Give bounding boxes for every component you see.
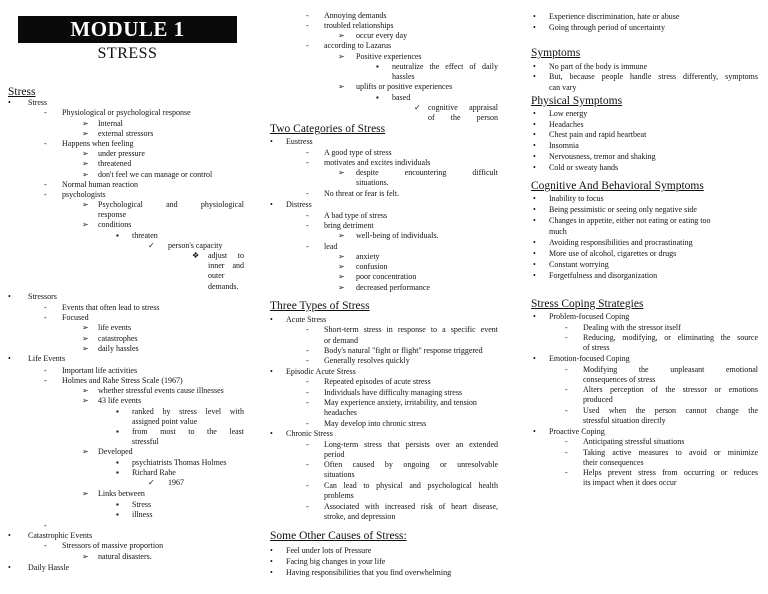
outline-text: Short-term stress in response to a specific event — [324, 325, 498, 334]
bullet-marker: - — [306, 221, 309, 230]
bullet-marker: - — [306, 41, 309, 50]
outline-text: daily hassles — [98, 344, 139, 353]
bullet-marker: ➢ — [338, 31, 345, 40]
outline-text: demands. — [208, 282, 239, 291]
outline-text: hassles — [392, 72, 415, 81]
outline-text: under pressure — [98, 149, 145, 158]
bullet-marker: ▪ — [116, 500, 119, 509]
bullet-marker: - — [565, 333, 568, 342]
bullet-marker: - — [306, 21, 309, 30]
bullet-marker: - — [565, 437, 568, 446]
outline-text: Holmes and Rahe Stress Scale (1967) — [62, 376, 183, 385]
outline-text: illness — [132, 510, 153, 519]
bullet-marker: ➢ — [82, 149, 89, 158]
bullet-marker: ➢ — [338, 252, 345, 261]
bullet-marker: - — [306, 356, 309, 365]
outline-text: Generally resolves quickly — [324, 356, 410, 365]
section-heading-symptoms: Symptoms — [531, 47, 581, 59]
outline-text: headaches — [324, 408, 357, 417]
bullet-marker: - — [306, 460, 309, 469]
bullet-marker: - — [565, 468, 568, 477]
outline-text: Facing big changes in your life — [286, 557, 386, 566]
outline-text: much — [549, 227, 567, 236]
outline-text: Cold or sweaty hands — [549, 163, 619, 172]
outline-text: Helps prevent stress from occurring or reduces — [583, 468, 758, 477]
bullet-marker: • — [533, 354, 536, 363]
outline-text: threaten — [132, 231, 158, 240]
bullet-marker: ▪ — [116, 427, 119, 436]
bullet-marker: • — [8, 98, 11, 107]
outline-text: No part of the body is immune — [549, 62, 648, 71]
outline-text: Repeated episodes of acute stress — [324, 377, 431, 386]
bullet-marker: - — [44, 139, 47, 148]
outline-text: Headaches — [549, 120, 584, 129]
bullet-marker: • — [533, 163, 536, 172]
outline-text: consequences of stress — [583, 375, 656, 384]
bullet-marker: ➢ — [82, 323, 89, 332]
outline-text: Dealing with the stressor itself — [583, 323, 681, 332]
outline-text: Changes in appetite, either not eating or eating too — [549, 216, 711, 225]
outline-text: Acute Stress — [286, 315, 327, 324]
outline-text: But, because people handle stress differently, symptoms — [549, 72, 758, 81]
outline-text: Avoiding responsibilities and procrastinating — [549, 238, 693, 247]
bullet-marker: - — [44, 180, 47, 189]
outline-text: Richard Rahe — [132, 468, 176, 477]
bullet-marker: • — [533, 194, 536, 203]
bullet-marker: - — [44, 541, 47, 550]
section-heading-coping-strategies: Stress Coping Strategies — [531, 298, 644, 310]
outline-text: Problem-focused Coping — [549, 312, 630, 321]
bullet-marker: ➢ — [82, 159, 89, 168]
bullet-marker: - — [565, 323, 568, 332]
outline-text: can vary — [549, 83, 577, 92]
bullet-marker: - — [565, 406, 568, 415]
outline-text: Happens when feeling — [62, 139, 134, 148]
outline-text: Emotion-focused Coping — [549, 354, 630, 363]
bullet-marker: ➢ — [82, 447, 89, 456]
bullet-marker: • — [270, 568, 273, 577]
bullet-marker: - — [306, 440, 309, 449]
outline-text: Taking active measures to avoid or minimize — [583, 448, 758, 457]
outline-text: Body's natural "fight or flight" response triggered — [324, 346, 483, 355]
bullet-marker: • — [533, 62, 536, 71]
outline-text: Feel under lots of Pressure — [286, 546, 372, 555]
bullet-marker: • — [270, 137, 273, 146]
outline-text: More use of alcohol, cigarettes or drugs — [549, 249, 677, 258]
outline-text: their consequences — [583, 458, 644, 467]
outline-text: Daily Hassle — [28, 563, 70, 572]
bullet-marker: ➢ — [82, 344, 89, 353]
bullet-marker: - — [306, 502, 309, 511]
bullet-marker: ▪ — [376, 62, 379, 71]
bullet-marker: • — [533, 271, 536, 280]
outline-text: confusion — [356, 262, 388, 271]
outline-text: Going through period of uncertainty — [549, 23, 665, 32]
outline-text: or demand — [324, 336, 358, 345]
bullet-marker: ➢ — [338, 262, 345, 271]
bullet-marker: - — [565, 365, 568, 374]
outline-text: Insomnia — [549, 141, 579, 150]
outline-text: Life Events — [28, 354, 66, 363]
outline-text: 43 life events — [98, 396, 142, 405]
outline-text: situations. — [356, 178, 389, 187]
outline-text: threatened — [98, 159, 132, 168]
bullet-marker: - — [306, 325, 309, 334]
section-heading-physical-symptoms: Physical Symptoms — [531, 95, 623, 107]
bullet-marker: • — [533, 130, 536, 139]
outline-text: Used when the person cannot change the — [583, 406, 758, 415]
bullet-marker: - — [44, 366, 47, 375]
bullet-marker: - — [44, 376, 47, 385]
bullet-marker: - — [306, 158, 309, 167]
bullet-marker: ▪ — [376, 93, 379, 102]
outline-text: inner and — [208, 261, 244, 270]
bullet-marker: • — [270, 557, 273, 566]
outline-text: according to Lazarus — [324, 41, 392, 50]
outline-text: Stressors of massive proportion — [62, 541, 164, 550]
bullet-marker: • — [533, 238, 536, 247]
outline-text: May develop into chronic stress — [324, 419, 427, 428]
outline-text: Experience discrimination, hate or abuse — [549, 12, 680, 21]
bullet-marker: • — [533, 120, 536, 129]
bullet-marker: ➢ — [82, 129, 89, 138]
outline-text: Often caused by ongoing or unresolvable — [324, 460, 498, 469]
outline-text: Proactive Coping — [549, 427, 605, 436]
outline-text: psychiatrists Thomas Holmes — [132, 458, 227, 467]
outline-text: motivates and excites individuals — [324, 158, 431, 167]
outline-text: Stress — [132, 500, 152, 509]
bullet-marker: - — [306, 419, 309, 428]
outline-text: natural disasters. — [98, 552, 152, 561]
outline-text: adjust to — [208, 251, 244, 260]
bullet-marker: - — [306, 377, 309, 386]
outline-text: Events that often lead to stress — [62, 303, 160, 312]
bullet-marker: • — [533, 249, 536, 258]
outline-text: external stressors — [98, 129, 154, 138]
bullet-marker: - — [44, 303, 47, 312]
outline-text: ranked by stress level with — [132, 407, 244, 416]
bullet-marker: • — [270, 315, 273, 324]
outline-text: Inability to focus — [549, 194, 604, 203]
outline-text: Low energy — [549, 109, 588, 118]
outline-text: lead — [324, 242, 338, 251]
outline-text: No threat or fear is felt. — [324, 189, 400, 198]
outline-text: Associated with increased risk of heart disease, — [324, 502, 498, 511]
outline-text: well-being of individuals. — [356, 231, 439, 240]
outline-text: life events — [98, 323, 132, 332]
bullet-marker: • — [533, 216, 536, 225]
outline-text: uplifts or positive experiences — [356, 82, 453, 91]
bullet-marker: - — [306, 11, 309, 20]
outline-text: Stressors — [28, 292, 57, 301]
bullet-marker: - — [565, 385, 568, 394]
outline-text: A bad type of stress — [324, 211, 388, 220]
outline-text: Links between — [98, 489, 145, 498]
bullet-marker: - — [306, 189, 309, 198]
bullet-marker: • — [270, 367, 273, 376]
bullet-marker: - — [306, 388, 309, 397]
bullet-marker: • — [533, 141, 536, 150]
outline-text: based — [392, 93, 411, 102]
outline-text: Chronic Stress — [286, 429, 333, 438]
outline-text: Can lead to physical and psychological health — [324, 481, 498, 490]
outline-text: response — [98, 210, 126, 219]
bullet-marker: ➢ — [82, 200, 89, 209]
bullet-marker: ➢ — [82, 552, 89, 561]
bullet-marker: • — [533, 312, 536, 321]
outline-text: Positive experiences — [356, 52, 422, 61]
section-heading-three-types: Three Types of Stress — [270, 300, 370, 312]
bullet-marker: - — [306, 398, 309, 407]
outline-text: Physiological or psychological response — [62, 108, 191, 117]
outline-text: Stress — [28, 98, 48, 107]
outline-text: of stress — [583, 343, 610, 352]
outline-text: bring detriment — [324, 221, 374, 230]
bullet-marker: • — [8, 563, 11, 572]
bullet-marker: ➢ — [82, 386, 89, 395]
outline-text: whether stressful events cause illnesses — [98, 386, 224, 395]
outline-text: Anticipating stressful situations — [583, 437, 685, 446]
outline-text: Normal human reaction — [62, 180, 138, 189]
bullet-marker: ✓ — [148, 478, 155, 487]
bullet-marker: - — [306, 242, 309, 251]
bullet-marker: ❖ — [192, 251, 200, 260]
bullet-marker: ▪ — [116, 510, 119, 519]
outline-text: despite encountering difficult — [356, 168, 498, 177]
outline-text: A good type of stress — [324, 148, 392, 157]
outline-text: Reducing, modifying, or eliminating the source — [583, 333, 758, 342]
bullet-marker: - — [44, 108, 47, 117]
outline-text: psychologists — [62, 190, 106, 199]
outline-text: cognitive appraisal — [428, 103, 498, 112]
outline-text: from most to the least — [132, 427, 244, 436]
bullet-marker: ➢ — [338, 283, 345, 292]
outline-text: don't feel we can manage or control — [98, 170, 213, 179]
outline-text: catastrophes — [98, 334, 138, 343]
bullet-marker: ➢ — [338, 82, 345, 91]
outline-text: Individuals have difficulty managing stress — [324, 388, 463, 397]
bullet-marker: - — [306, 211, 309, 220]
outline-text: Psychological and physiological — [98, 200, 244, 209]
bullet-marker: • — [270, 429, 273, 438]
bullet-marker: ➢ — [82, 170, 89, 179]
bullet-marker: - — [44, 190, 47, 199]
bullet-marker: - — [306, 346, 309, 355]
bullet-marker: ▪ — [116, 458, 119, 467]
outline-text: Important life activities — [62, 366, 138, 375]
outline-text: Alters perception of the stressor or emotions — [583, 385, 758, 394]
outline-text: Having responsibilities that you find overwhelming — [286, 568, 452, 577]
outline-text: Chest pain and rapid heartbeat — [549, 130, 647, 139]
outline-text: Long-term stress that persists over an extended — [324, 440, 498, 449]
outline-text: Nervousness, tremor and shaking — [549, 152, 656, 161]
bullet-marker: ➢ — [338, 168, 345, 177]
section-heading-stress: Stress — [8, 86, 36, 98]
outline-text: person's capacity — [168, 241, 223, 250]
bullet-marker: - — [44, 313, 47, 322]
outline-text: stressful situation directly — [583, 416, 666, 425]
bullet-marker: • — [533, 12, 536, 21]
outline-text: situations — [324, 470, 355, 479]
outline-text: 1967 — [168, 478, 184, 487]
bullet-marker: • — [533, 260, 536, 269]
outline-text: outer — [208, 271, 225, 280]
bullet-marker: ➢ — [338, 272, 345, 281]
bullet-marker: • — [533, 23, 536, 32]
bullet-marker: - — [306, 481, 309, 490]
outline-text: Focused — [62, 313, 89, 322]
bullet-marker: • — [8, 292, 11, 301]
outline-text: occur every day — [356, 31, 408, 40]
outline-text: troubled relationships — [324, 21, 394, 30]
outline-text: stressful — [132, 437, 159, 446]
bullet-marker: ▪ — [116, 231, 119, 240]
bullet-marker: • — [8, 531, 11, 540]
bullet-marker: ➢ — [82, 220, 89, 229]
outline-text: of the person — [428, 113, 498, 122]
bullet-marker: ➢ — [82, 489, 89, 498]
outline-text: stroke, and depression — [324, 512, 396, 521]
bullet-marker: ➢ — [82, 396, 89, 405]
outline-text: period — [324, 450, 345, 459]
outline-text: Internal — [98, 119, 123, 128]
module-subtitle: STRESS — [97, 45, 158, 62]
outline-text: Developed — [98, 447, 133, 456]
outline-text: its impact when it does occur — [583, 478, 677, 487]
section-heading-cognitive-symptoms: Cognitive And Behavioral Symptoms — [531, 180, 704, 192]
bullet-marker: - — [44, 521, 47, 530]
outline-text: Annoying demands — [324, 11, 387, 20]
outline-text: Eustress — [286, 137, 313, 146]
section-heading-other-causes: Some Other Causes of Stress: — [270, 530, 407, 542]
bullet-marker: • — [533, 205, 536, 214]
bullet-marker: • — [533, 109, 536, 118]
bullet-marker: • — [533, 427, 536, 436]
bullet-marker: • — [8, 354, 11, 363]
outline-text: neutralize the effect of daily — [392, 62, 498, 71]
bullet-marker: - — [565, 448, 568, 457]
bullet-marker: ✓ — [414, 103, 421, 112]
bullet-marker: • — [270, 546, 273, 555]
outline-text: May experience anxiety, irritability, and tension — [324, 398, 477, 407]
outline-text: Episodic Acute Stress — [286, 367, 356, 376]
bullet-marker: ➢ — [338, 231, 345, 240]
bullet-marker: - — [306, 148, 309, 157]
outline-text: problems — [324, 491, 354, 500]
outline-text: Forgetfulness and disorganization — [549, 271, 658, 280]
bullet-marker: ▪ — [116, 407, 119, 416]
outline-text: Constant worrying — [549, 260, 609, 269]
section-heading-two-categories: Two Categories of Stress — [270, 123, 386, 135]
bullet-marker: • — [533, 72, 536, 81]
bullet-marker: ➢ — [338, 52, 345, 61]
bullet-marker: ➢ — [82, 119, 89, 128]
outline-text: Modifying the unpleasant emotional — [583, 365, 758, 374]
outline-text: produced — [583, 395, 613, 404]
bullet-marker: ▪ — [116, 468, 119, 477]
outline-text: anxiety — [356, 252, 380, 261]
bullet-marker: ✓ — [148, 241, 155, 250]
outline-text: Being pessimistic or seeing only negative side — [549, 205, 697, 214]
module-title: MODULE 1 — [18, 16, 237, 43]
bullet-marker: • — [270, 200, 273, 209]
bullet-marker: ➢ — [82, 334, 89, 343]
outline-text: Catastrophic Events — [28, 531, 93, 540]
outline-text: poor concentration — [356, 272, 417, 281]
outline-text: conditions — [98, 220, 132, 229]
outline-text: assigned point value — [132, 417, 198, 426]
outline-text: Distress — [286, 200, 312, 209]
outline-text: decreased performance — [356, 283, 430, 292]
bullet-marker: • — [533, 152, 536, 161]
